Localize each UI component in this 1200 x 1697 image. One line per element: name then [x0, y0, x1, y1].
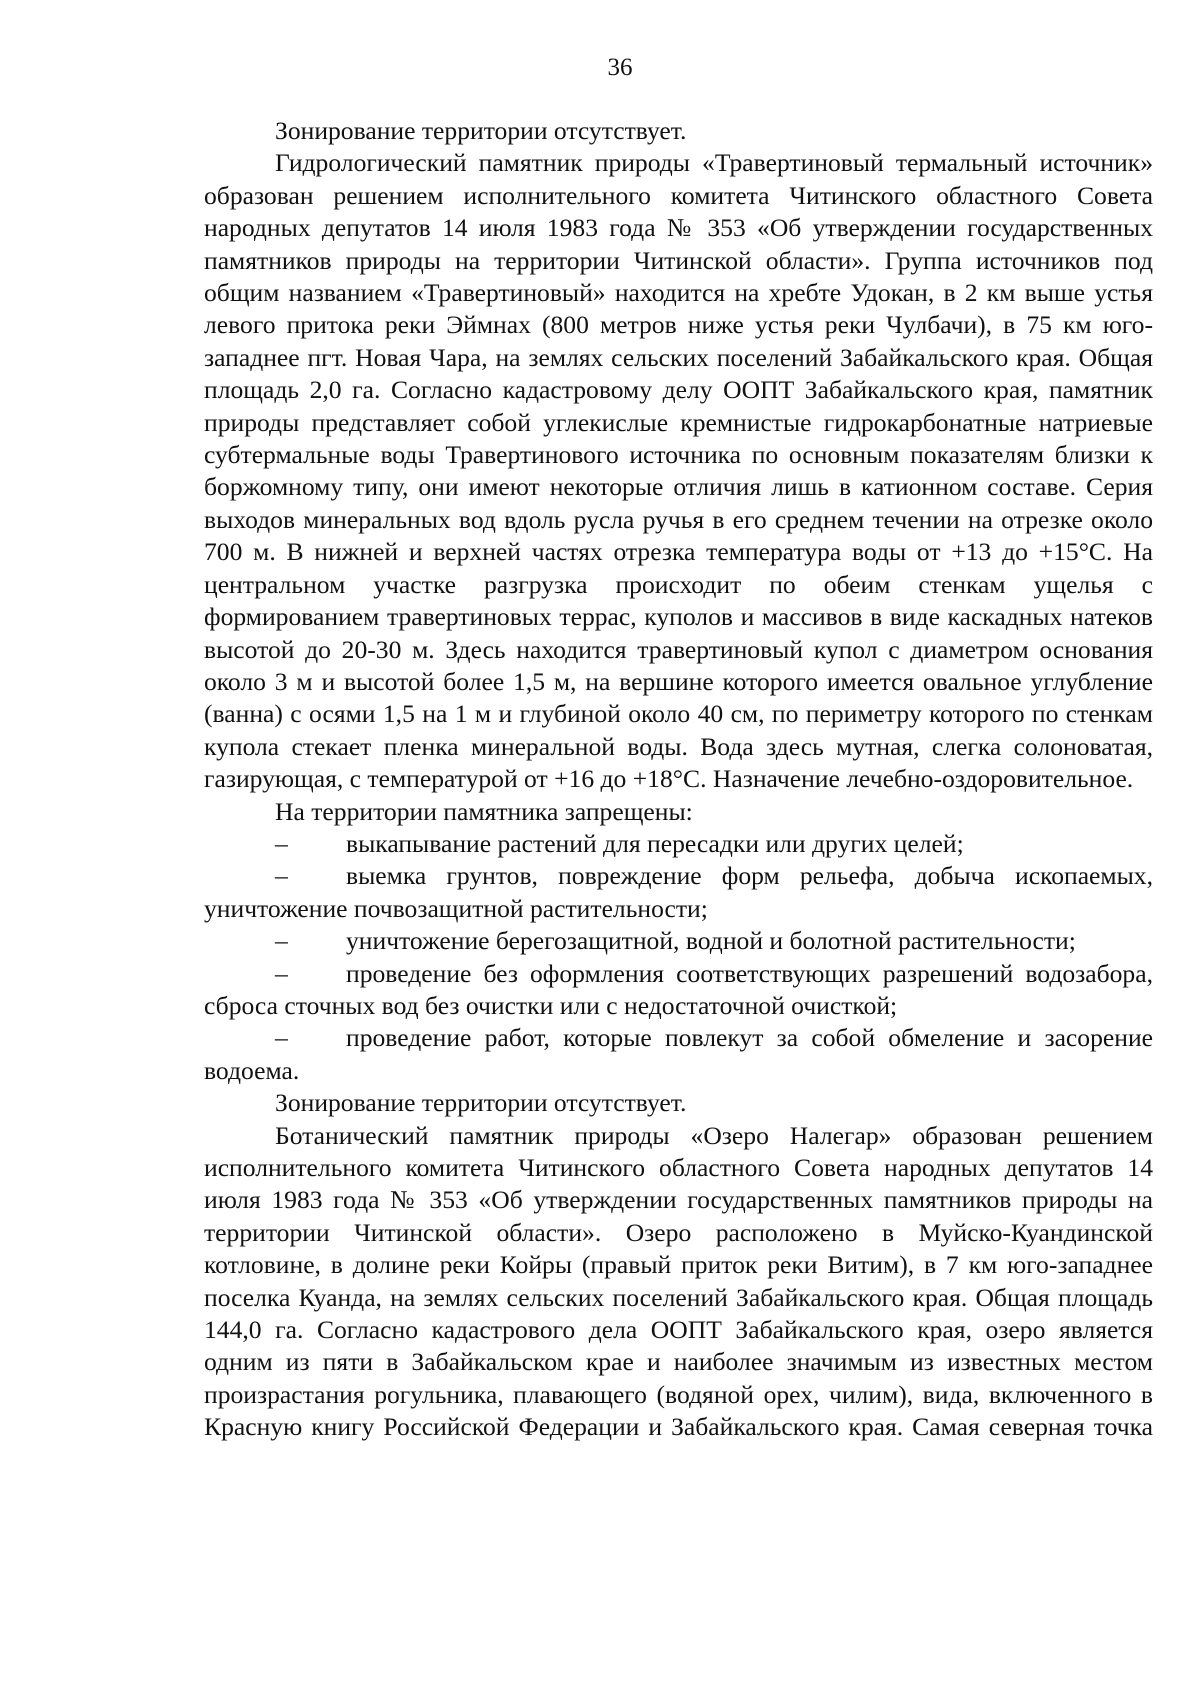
list-item — [204, 958, 1153, 1023]
page-number: 36 — [607, 54, 633, 81]
dash-bullet: – — [275, 958, 288, 988]
list-item — [204, 1022, 1153, 1087]
list-item — [204, 860, 1153, 925]
document-body — [204, 115, 1153, 1444]
list-item-text: проведение без оформления соответствующих разрешений водозабора, сброса сточных вод без очистки или с недостаточной очисткой; — [204, 958, 1153, 1020]
dash-bullet: – — [275, 926, 288, 956]
paragraph-zoning-1: Зонирование территории отсутствует. — [275, 116, 687, 145]
list-item-text: выкапывание растений для пересадки или других целей; — [346, 828, 964, 858]
paragraph-prohibitions-intro: На территории памятника запрещены: — [275, 796, 693, 826]
list-item — [204, 925, 1153, 957]
paragraph-travertine-spring: Гидрологический памятник природы «Травертиновый термальный источник» образован решением исполнительного комитета Читинского областного Совета народных депутатов 14 июля 1983 года № 353 «Об утверждении государственных памятников природы на территории Читинской области». Группа источников под общим названием «Травертиновый» находится на хребте Удокан, в 2 км выше устья левого притока реки Эймнах (800 метров ниже устья реки Чулбачи), в 75 км юго-западнее пгт. Новая Чара, на землях сельских поселений Забайкальского края. Общая площадь 2,0 га. Согласно кадастровому делу ООПТ Забайкальского края, памятник природы представляет собой углекислые кремнистые гидрокарбонатные натриевые субтермальные воды Травертинового источника по основным показателям близки к боржомному типу, они имеют некоторые отличия лишь в катионном составе. Серия выходов минеральных вод вдоль русла ручья в его среднем течении на отрезке около 700 м. В нижней и верхней частях отрезка температура воды от +13 до +15°С. На центральном участке разгрузка происходит по обеим стенкам ущелья с формированием травертиновых террас, куполов и массивов в виде каскадных натеков высотой до 20-30 м. Здесь находится травертиновый купол с диаметром основания около 3 м и высотой более 1,5 м, на вершине которого имеется овальное углубление (ванна) с осями 1,5 на 1 м и глубиной около 40 см, по периметру которого по стенкам купола стекает пленка минеральной воды. Вода здесь мутная, слегка солоноватая, газирующая, с температурой от +16 до +18°С. Назначение лечебно-оздоровительное. — [204, 148, 1153, 794]
list-item-text: проведение работ, которые повлекут за собой обмеление и засорение водоема. — [204, 1023, 1153, 1085]
dash-bullet: – — [275, 828, 288, 858]
paragraph-zoning-2: Зонирование территории отсутствует. — [275, 1088, 687, 1118]
list-item-text: уничтожение берегозащитной, водной и болотной растительности; — [346, 926, 1076, 956]
list-item-text: выемка грунтов, повреждение форм рельефа, добыча ископаемых, уничтожение почвозащитной растительности; — [204, 861, 1153, 923]
list-item — [204, 828, 1153, 860]
paragraph-lake-nalegar: Ботанический памятник природы «Озеро Налегар» образован решением исполнительного комитета Читинского областного Совета народных депутатов 14 июля 1983 года № 353 «Об утверждении государственных памятников природы на территории Читинской области». Озеро расположено в Муйско-Куандинской котловине, в долине реки Койры (правый приток реки Витим), в 7 км юго-западнее поселка Куанда, на землях сельских поселений Забайкальского края. Общая площадь 144,0 га. Согласно кадастрового дела ООПТ Забайкальского края, озеро является одним из пяти в Забайкальском крае и наиболее значимым из известных местом произрастания рогульника, плавающего (водяной орех, чилим), вида, включенного в Красную книгу Российской Федерации и Забайкальского края. Самая северная точка — [204, 1120, 1153, 1442]
dash-bullet: – — [275, 1023, 288, 1053]
dash-bullet: – — [275, 861, 288, 891]
